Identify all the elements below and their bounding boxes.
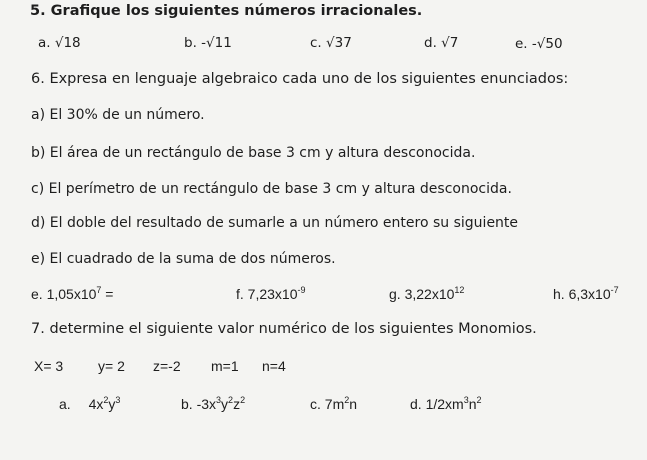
monomial-base: 7m [324, 396, 345, 412]
sci-mantissa: 3,22x10 [404, 286, 455, 302]
sci-mantissa: 6,3x10 [568, 286, 611, 302]
sci-item-h [553, 286, 619, 302]
monomial-exponent: 2 [103, 395, 109, 405]
sci-label: h. [553, 286, 565, 302]
value-n: n=4 [262, 358, 286, 374]
q7-title: 7. determine el siguiente valor numérico de los siguientes Monomios. [31, 321, 537, 337]
monomial-base: 4x [88, 396, 104, 412]
monomial-exponent: 3 [463, 395, 469, 405]
monomial-exponent: 2 [240, 395, 246, 405]
monomial-a [59, 396, 120, 412]
monomial-base: -3x [196, 396, 217, 412]
sci-item-e [31, 286, 114, 302]
sci-item-f [236, 286, 306, 302]
monomial-exponent: 2 [344, 395, 350, 405]
monomial-base: z [233, 396, 241, 412]
value-x: X= 3 [34, 358, 64, 374]
monomial-base: y [108, 396, 116, 412]
monomial-exponent: 2 [476, 395, 482, 405]
q6-item-a: a) El 30% de un número. [31, 107, 205, 123]
value-y: y= 2 [98, 358, 125, 374]
q5-item-c: c. √37 [310, 35, 352, 51]
q5-item-a: a. √18 [38, 35, 81, 51]
sci-label: g. [389, 286, 401, 302]
monomial-exponent: 3 [115, 395, 121, 405]
q6-item-c: c) El perímetro de un rectángulo de base 3 cm y altura desconocida. [31, 181, 512, 197]
monomial-exponent: 3 [216, 395, 222, 405]
monomial-label: d. [410, 396, 422, 412]
sci-label: e. [31, 286, 43, 302]
sci-suffix: = [101, 286, 114, 302]
sci-item-g [389, 286, 464, 302]
monomial-label: b. [181, 396, 193, 412]
q6-item-e: e) El cuadrado de la suma de dos números. [31, 251, 336, 267]
sci-exponent: 12 [454, 285, 465, 295]
q6-item-b: b) El área de un rectángulo de base 3 cm y altura desconocida. [31, 145, 476, 161]
monomial-base: n [349, 396, 358, 412]
sci-mantissa: 1,05x10 [46, 286, 97, 302]
monomial-base: n [468, 396, 477, 412]
q5-item-b: b. -√11 [184, 35, 232, 51]
monomial-d [410, 396, 482, 412]
q5-item-d: d. √7 [424, 35, 459, 51]
sci-exponent: -9 [297, 285, 306, 295]
monomial-label: a. [59, 396, 71, 412]
q6-item-d: d) El doble del resultado de sumarle a un número entero su siguiente [31, 215, 519, 231]
value-m: m=1 [211, 358, 239, 374]
value-z: z=-2 [153, 358, 181, 374]
q5-item-e: e. -√50 [515, 36, 563, 52]
monomial-exponent: 2 [228, 395, 234, 405]
monomial-b [181, 396, 245, 412]
q5-title: 5. Grafique los siguientes números irracionales. [30, 3, 423, 19]
monomial-base: 1/2xm [425, 396, 464, 412]
monomial-c [310, 396, 357, 412]
sci-exponent: 7 [96, 285, 102, 295]
monomial-base: y [221, 396, 229, 412]
sci-label: f. [236, 286, 244, 302]
q6-title: 6. Expresa en lenguaje algebraico cada uno de los siguientes enunciados: [31, 71, 569, 87]
sci-mantissa: 7,23x10 [247, 286, 298, 302]
monomial-label: c. [310, 396, 321, 412]
sci-exponent: -7 [610, 285, 619, 295]
